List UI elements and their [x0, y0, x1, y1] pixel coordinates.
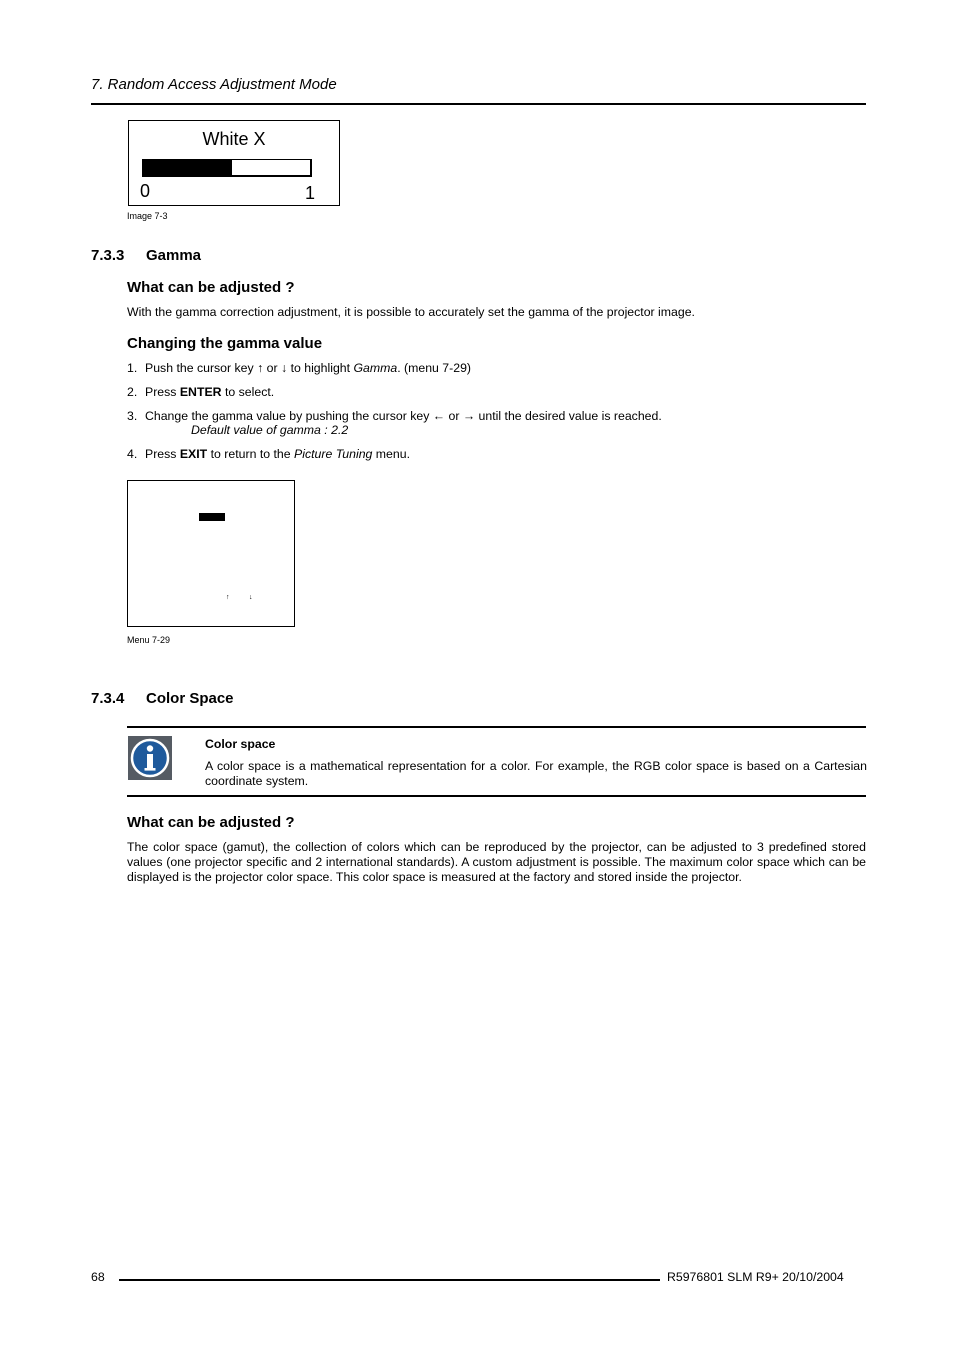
subheading-what-adjusted: What can be adjusted ? [127, 279, 295, 296]
note-text: A color space is a mathematical representation for a color. For example, the RGB color space is based on a Cartesian coordinate system. [205, 759, 867, 788]
subheading-changing-gamma: Changing the gamma value [127, 335, 323, 352]
section-heading-color-space [91, 690, 234, 707]
arrow-down-icon: ↓ [249, 594, 253, 601]
note-top-rule [127, 726, 866, 728]
note-title: Color space [205, 737, 276, 751]
footer-rule [119, 1279, 660, 1281]
menu-highlight-bar [199, 513, 225, 521]
footer-reference: R5976801 SLM R9+ 20/10/2004 [667, 1270, 844, 1284]
gamma-description: With the gamma correction adjustment, it is possible to accurately set the gamma of the projector image. [127, 305, 695, 319]
gamma-menu-image [127, 480, 295, 627]
osd-min-label: 0 [140, 181, 151, 201]
page-number: 68 [91, 1270, 105, 1284]
step-1: 1. Push the cursor key ↑ or ↓ to highlight Gamma. (menu 7-29) [127, 361, 472, 375]
arrow-up-icon: ↑ [226, 594, 230, 601]
menu-caption: Menu 7-29 [127, 635, 171, 645]
note-bottom-rule [127, 795, 866, 797]
section-heading-gamma [91, 247, 201, 264]
step-3: 3. Change the gamma value by pushing the cursor key ← or → until the desired value is reached. [127, 409, 662, 423]
osd-level-fill [143, 160, 232, 175]
step-2: 2. Press ENTER to select. [127, 385, 275, 399]
osd-title: White X [202, 129, 266, 149]
section-number: 7.3.4 [91, 690, 125, 707]
subheading-what-adjusted-color: What can be adjusted ? [127, 814, 295, 831]
section-number: 7.3.3 [91, 247, 125, 264]
chapter-header: 7. Random Access Adjustment Mode [91, 76, 337, 93]
section-title: Gamma [146, 247, 202, 264]
header-rule [91, 103, 866, 105]
default-gamma-note: Default value of gamma : 2.2 [191, 423, 349, 437]
osd-max-label: 1 [305, 183, 316, 203]
osd-level-bar [142, 159, 312, 177]
section-title: Color Space [146, 690, 234, 707]
color-space-description: The color space (gamut), the collection of colors which can be reproduced by the projector, can be adjusted to 3 predefined stored values (one projector specific and 2 international standards). A custom adjustment is possible. The maximum color space which can be displayed is the projector color space. This color space is measured at the factory and stored inside the projector. [127, 840, 866, 884]
white-x-osd-image [128, 120, 340, 206]
step-4: 4. Press EXIT to return to the Picture Tuning menu. [127, 447, 410, 461]
info-icon [128, 736, 172, 780]
image-caption: Image 7-3 [127, 211, 168, 221]
